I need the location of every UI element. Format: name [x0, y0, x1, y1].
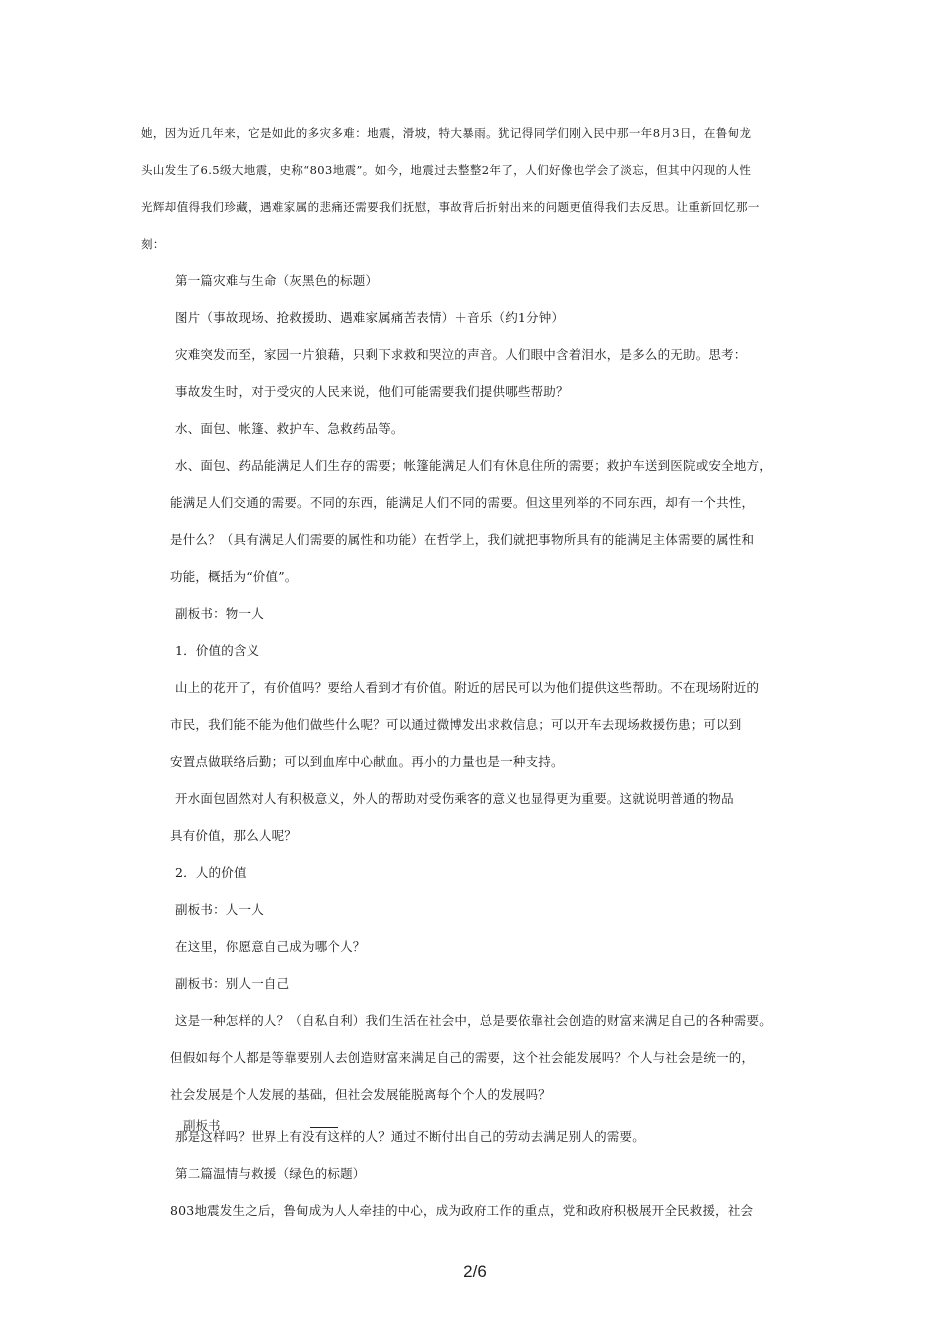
- subsection-heading: 2．人的价值: [175, 865, 247, 880]
- paragraph-line: 头山发生了6.5级大地震，史称“803地震”。如今，地震过去整整2年了，人们好像也学会了淡忘，但其中闪现的人性: [141, 163, 752, 177]
- paragraph-line: 光辉却值得我们珍藏，遇难家属的悲痛还需要我们抚慰，事故背后折射出来的问题更值得我们去反思。让重新回忆那一: [141, 200, 760, 214]
- side-board-note: 副板书：别人一自己: [175, 976, 290, 991]
- side-board-note: 副板书：物一人: [175, 606, 264, 621]
- subsection-heading: 1．价值的含义: [175, 643, 260, 658]
- paragraph-line: 图片（事故现场、抢救援助、遇难家属痛苦表情）＋音乐（约1分钟）: [175, 310, 565, 325]
- paragraph-line: 803地震发生之后，鲁甸成为人人牵挂的中心，成为政府工作的重点，党和政府积极展开全民救援，社会: [170, 1203, 754, 1218]
- overlap-rule: [310, 1127, 338, 1128]
- paragraph-line: 社会发展是个人发展的基础，但社会发展能脱离每个个人的发展吗？: [170, 1087, 552, 1102]
- paragraph-line: 山上的花开了，有价值吗？要给人看到才有价值。附近的居民可以为他们提供这些帮助。不在现场附近的: [175, 680, 760, 695]
- paragraph-line: 功能，概括为“价值”。: [170, 569, 298, 584]
- paragraph-line: 灾难突发而至，家园一片狼藉，只剩下求救和哭泣的声音。人们眼中含着泪水，是多么的无助。思考：: [175, 347, 747, 362]
- paragraph-line: 她，因为近几年来，它是如此的多灾多难：地震，滑坡，特大暴雨。犹记得同学们刚入民中那一年8月3日，在鲁甸龙: [141, 126, 752, 140]
- paragraph-line: 事故发生时，对于受灾的人民来说，他们可能需要我们提供哪些帮助？: [175, 384, 569, 399]
- paragraph-line: 在这里，你愿意自己成为哪个人？: [175, 939, 366, 954]
- section-heading: 第一篇灾难与生命（灰黑色的标题）: [175, 273, 379, 288]
- paragraph-line: 刻：: [141, 237, 165, 251]
- paragraph-line: 具有价值，那么人呢？: [170, 828, 298, 843]
- paragraph-line: 是什么？（具有满足人们需要的属性和功能）在哲学上，我们就把事物所具有的能满足主体需要的属性和: [170, 532, 755, 547]
- paragraph-line: 水、面包、帐篷、救护车、急救药品等。: [175, 421, 404, 436]
- paragraph-line: 开水面包固然对人有积极意义，外人的帮助对受伤乘客的意义也显得更为重要。这就说明普通的物品: [175, 791, 734, 806]
- paragraph-line: 安置点做联络后勤；可以到血库中心献血。再小的力量也是一种支持。: [170, 754, 564, 769]
- paragraph-line: 水、面包、药品能满足人们生存的需要；帐篷能满足人们有休息住所的需要；救护车送到医院或安全地方，: [175, 458, 772, 473]
- paragraph-line: 但假如每个人都是等靠要别人去创造财富来满足自己的需要，这个社会能发展吗？个人与社会是统一的，: [170, 1050, 755, 1065]
- page-number: 2/6: [463, 1262, 487, 1281]
- paragraph-line: 市民，我们能不能为他们做些什么呢？可以通过微博发出求救信息；可以开车去现场救援伤患；可以到: [170, 717, 742, 732]
- overlapping-side-board-note: 副板书: [183, 1118, 221, 1133]
- paragraph-line: 能满足人们交通的需要。不同的东西，能满足人们不同的需要。但这里列举的不同东西，却有一个共性，: [170, 495, 755, 510]
- section-heading: 第二篇温情与救援（绿色的标题）: [175, 1166, 366, 1181]
- paragraph-line: 这是一种怎样的人？（自私自利）我们生活在社会中，总是要依靠社会创造的财富来满足自己的各种需要。: [175, 1013, 772, 1028]
- paragraph-line: 那是这样吗？世界上有没有这样的人？通过不断付出自己的劳动去满足别人的需要。: [175, 1129, 645, 1144]
- side-board-note: 副板书：人一人: [175, 902, 264, 917]
